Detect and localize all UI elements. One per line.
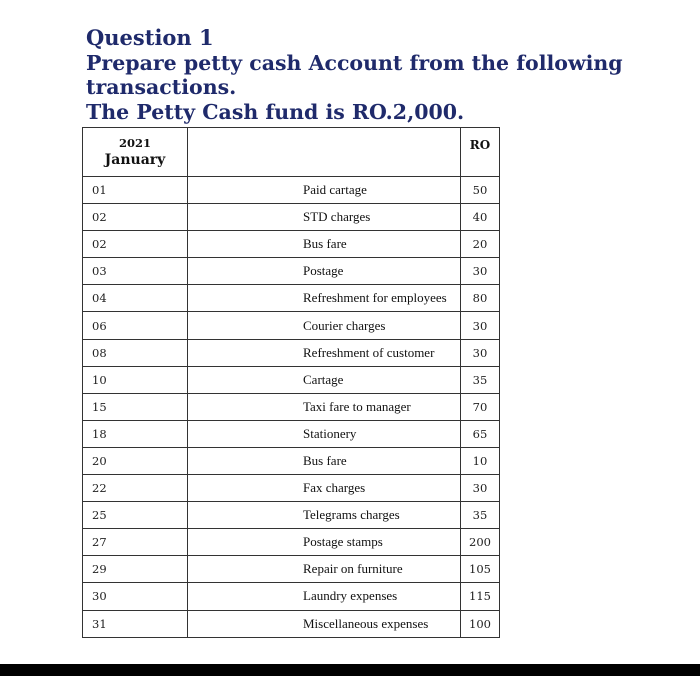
description-cell: Paid cartage — [188, 177, 461, 204]
year-label: 2021 — [118, 136, 151, 150]
date-cell: 03 — [83, 258, 188, 285]
date-cell: 25 — [83, 502, 188, 529]
date-cell: 01 — [83, 177, 188, 204]
description-cell: Bus fare — [188, 447, 461, 474]
description-cell: Cartage — [188, 366, 461, 393]
amount-cell: 10 — [461, 447, 500, 474]
description-cell: Refreshment for employees — [188, 285, 461, 312]
description-cell: Fax charges — [188, 475, 461, 502]
table-row — [83, 177, 500, 204]
amount-cell: 70 — [461, 393, 500, 420]
date-cell: 06 — [83, 312, 188, 339]
description-cell: Stationery — [188, 420, 461, 447]
date-cell: 02 — [83, 231, 188, 258]
description-cell: Laundry expenses — [188, 583, 461, 610]
date-cell: 10 — [83, 366, 188, 393]
date-column-header — [83, 128, 188, 177]
date-cell: 18 — [83, 420, 188, 447]
amount-cell: 105 — [461, 556, 500, 583]
table-row — [83, 610, 500, 637]
amount-cell: 35 — [461, 502, 500, 529]
table-row — [83, 502, 500, 529]
question-instruction-continued: transactions. — [86, 75, 237, 99]
bottom-bar — [0, 664, 700, 676]
date-cell: 15 — [83, 393, 188, 420]
date-cell: 30 — [83, 583, 188, 610]
table-row — [83, 366, 500, 393]
description-cell: Postage stamps — [188, 529, 461, 556]
table-row — [83, 312, 500, 339]
table-row — [83, 204, 500, 231]
date-cell: 22 — [83, 475, 188, 502]
date-cell: 04 — [83, 285, 188, 312]
amount-cell: 80 — [461, 285, 500, 312]
description-cell: STD charges — [188, 204, 461, 231]
amount-column-header: RO — [461, 128, 500, 177]
table-row — [83, 529, 500, 556]
description-cell: Telegrams charges — [188, 502, 461, 529]
amount-cell: 100 — [461, 610, 500, 637]
description-cell: Courier charges — [188, 312, 461, 339]
amount-cell: 50 — [461, 177, 500, 204]
amount-cell: 30 — [461, 339, 500, 366]
amount-cell: 40 — [461, 204, 500, 231]
date-cell: 02 — [83, 204, 188, 231]
amount-cell: 20 — [461, 231, 500, 258]
description-cell: Refreshment of customer — [188, 339, 461, 366]
table-row — [83, 258, 500, 285]
table-row — [83, 556, 500, 583]
question-heading — [86, 26, 686, 124]
description-cell: Repair on furniture — [188, 556, 461, 583]
description-cell: Postage — [188, 258, 461, 285]
description-cell: Miscellaneous expenses — [188, 610, 461, 637]
date-cell: 31 — [83, 610, 188, 637]
table-header-row — [83, 128, 500, 177]
table-row — [83, 339, 500, 366]
amount-cell: 115 — [461, 583, 500, 610]
amount-cell: 65 — [461, 420, 500, 447]
table-row — [83, 420, 500, 447]
amount-cell: 30 — [461, 312, 500, 339]
table-row — [83, 583, 500, 610]
description-column-header — [188, 128, 461, 177]
amount-cell: 35 — [461, 366, 500, 393]
question-instruction: Prepare petty cash Account from the following — [86, 50, 623, 75]
date-cell: 08 — [83, 339, 188, 366]
petty-cash-table — [82, 127, 500, 638]
date-cell: 29 — [83, 556, 188, 583]
table-row — [83, 475, 500, 502]
table-row — [83, 393, 500, 420]
amount-cell: 200 — [461, 529, 500, 556]
month-label: January — [104, 152, 166, 168]
date-cell: 27 — [83, 529, 188, 556]
table-row — [83, 231, 500, 258]
description-cell: Bus fare — [188, 231, 461, 258]
description-cell: Taxi fare to manager — [188, 393, 461, 420]
table-row — [83, 285, 500, 312]
question-title: Question 1 — [86, 25, 214, 50]
amount-cell: 30 — [461, 475, 500, 502]
table-row — [83, 447, 500, 474]
amount-cell: 30 — [461, 258, 500, 285]
date-cell: 20 — [83, 447, 188, 474]
petty-cash-fund-statement: The Petty Cash fund is RO.2,000. — [86, 99, 465, 124]
